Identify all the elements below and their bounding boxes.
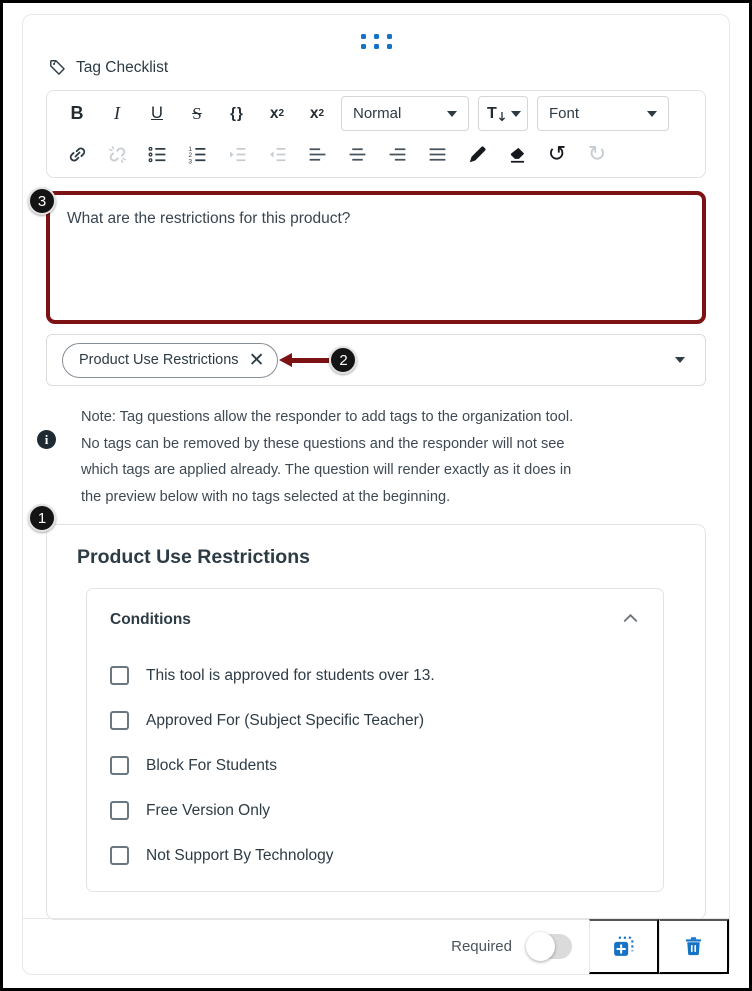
eraser-button[interactable] <box>497 138 537 172</box>
selected-tag-label: Product Use Restrictions <box>79 352 239 368</box>
trash-icon <box>682 935 705 958</box>
subscript-button[interactable] <box>297 97 337 131</box>
paragraph-style-value: Normal <box>353 105 402 122</box>
question-type-row <box>48 58 729 77</box>
superscript-exp: 2 <box>278 108 285 119</box>
unlink-button[interactable] <box>97 138 137 172</box>
code-button[interactable]: {} <box>217 97 257 131</box>
selected-tag-chip[interactable] <box>62 343 278 378</box>
duplicate-plus-icon <box>611 934 636 959</box>
justify-button[interactable] <box>417 138 457 172</box>
option-label: Block For Students <box>146 756 277 774</box>
drag-dot <box>374 34 379 39</box>
drag-dot <box>374 44 379 49</box>
annotation-badge-1: 1 <box>28 504 56 532</box>
svg-text:1: 1 <box>187 146 192 153</box>
link-button[interactable] <box>57 138 97 172</box>
chevron-down-icon <box>675 357 685 363</box>
annotation-badge-2: 2 <box>329 346 357 374</box>
question-prompt-textarea[interactable] <box>46 191 706 324</box>
checkbox-option-row <box>110 800 640 821</box>
annotation-arrowhead <box>279 353 292 367</box>
checkbox-option-row <box>110 710 640 731</box>
indent-button[interactable] <box>217 138 257 172</box>
bullet-list-button[interactable] <box>137 138 177 172</box>
svg-text:2: 2 <box>187 152 192 160</box>
option-label: Not Support By Technology <box>146 846 334 864</box>
tag-icon <box>48 58 67 77</box>
subscript-base: x <box>309 104 319 122</box>
chevron-down-icon <box>511 111 521 117</box>
conditions-group <box>86 588 664 892</box>
option-checkbox[interactable] <box>110 801 129 820</box>
checkbox-option-row <box>110 845 640 866</box>
underline-button[interactable]: U <box>137 97 177 131</box>
question-editor-card <box>22 14 730 975</box>
chevron-down-icon <box>447 111 457 117</box>
drag-dot <box>387 44 392 49</box>
option-checkbox[interactable] <box>110 756 129 775</box>
option-label: Free Version Only <box>146 801 271 819</box>
annotation-pointer-2 <box>279 346 357 374</box>
checkbox-options-list <box>110 665 640 866</box>
question-prompt-text: What are the restrictions for this product? <box>67 210 351 227</box>
strikethrough-button[interactable]: S <box>177 97 217 131</box>
drag-handle-icon[interactable] <box>360 34 392 49</box>
required-section <box>23 919 589 974</box>
required-toggle[interactable] <box>527 934 572 959</box>
numbered-list-button[interactable] <box>177 138 217 172</box>
annotation-arrow-shaft <box>292 358 329 363</box>
superscript-button[interactable] <box>257 97 297 131</box>
undo-icon: ↺ <box>547 141 567 167</box>
question-preview <box>46 524 706 920</box>
redo-button[interactable] <box>577 138 617 172</box>
italic-button[interactable]: I <box>97 97 137 131</box>
annotation-badge-3: 3 <box>28 187 56 215</box>
conditions-title: Conditions <box>110 610 191 628</box>
required-label: Required <box>451 938 512 955</box>
checkbox-option-row <box>110 755 640 776</box>
superscript-base: x <box>269 104 279 122</box>
drag-dot <box>361 34 366 39</box>
tag-select-field[interactable] <box>46 334 706 386</box>
preview-title: Product Use Restrictions <box>77 546 310 568</box>
redo-icon: ↻ <box>587 141 607 167</box>
collapse-group-button[interactable] <box>621 609 640 631</box>
drag-dot <box>387 34 392 39</box>
toolbar-row-2 <box>57 134 695 175</box>
align-right-button[interactable] <box>377 138 417 172</box>
option-checkbox[interactable] <box>110 711 129 730</box>
svg-text:3: 3 <box>187 158 192 165</box>
font-value: Font <box>549 105 580 122</box>
note-text: Note: Tag questions allow the responder to add tags to the organization tool. No tags can be removed by these questions and the responder will not see which tags are applied already. The question will render exactly as it does in the preview below with no tags selected at the beginning. <box>81 409 574 505</box>
delete-question-button[interactable] <box>659 919 729 974</box>
align-left-button[interactable] <box>297 138 337 172</box>
chevron-up-icon <box>621 609 640 628</box>
info-icon: i <box>37 430 56 449</box>
checkbox-option-row <box>110 665 640 686</box>
undo-button[interactable] <box>537 138 577 172</box>
info-note <box>23 404 706 510</box>
font-select[interactable] <box>537 96 669 131</box>
option-label: Approved For (Subject Specific Teacher) <box>146 711 424 729</box>
drag-dot <box>361 44 366 49</box>
conditions-header <box>110 610 640 629</box>
text-color-pen-button[interactable] <box>457 138 497 172</box>
toolbar-row-1 <box>57 93 695 134</box>
text-size-select[interactable] <box>478 96 528 131</box>
text-size-letter: T <box>487 104 497 122</box>
duplicate-question-button[interactable] <box>589 919 659 974</box>
outdent-button[interactable] <box>257 138 297 172</box>
bold-button[interactable]: B <box>57 97 97 131</box>
question-footer <box>23 918 729 974</box>
subscript-exp: 2 <box>318 108 325 119</box>
question-type-label: Tag Checklist <box>76 58 169 76</box>
rich-text-toolbar <box>46 90 706 178</box>
option-label: This tool is approved for students over 13. <box>146 666 435 684</box>
text-size-icon <box>487 105 506 123</box>
toggle-knob <box>526 932 555 961</box>
paragraph-style-select[interactable] <box>341 96 469 131</box>
option-checkbox[interactable] <box>110 666 129 685</box>
chevron-down-icon <box>647 111 657 117</box>
align-center-button[interactable] <box>337 138 377 172</box>
option-checkbox[interactable] <box>110 846 129 865</box>
remove-tag-icon[interactable]: ✕ <box>248 349 265 371</box>
